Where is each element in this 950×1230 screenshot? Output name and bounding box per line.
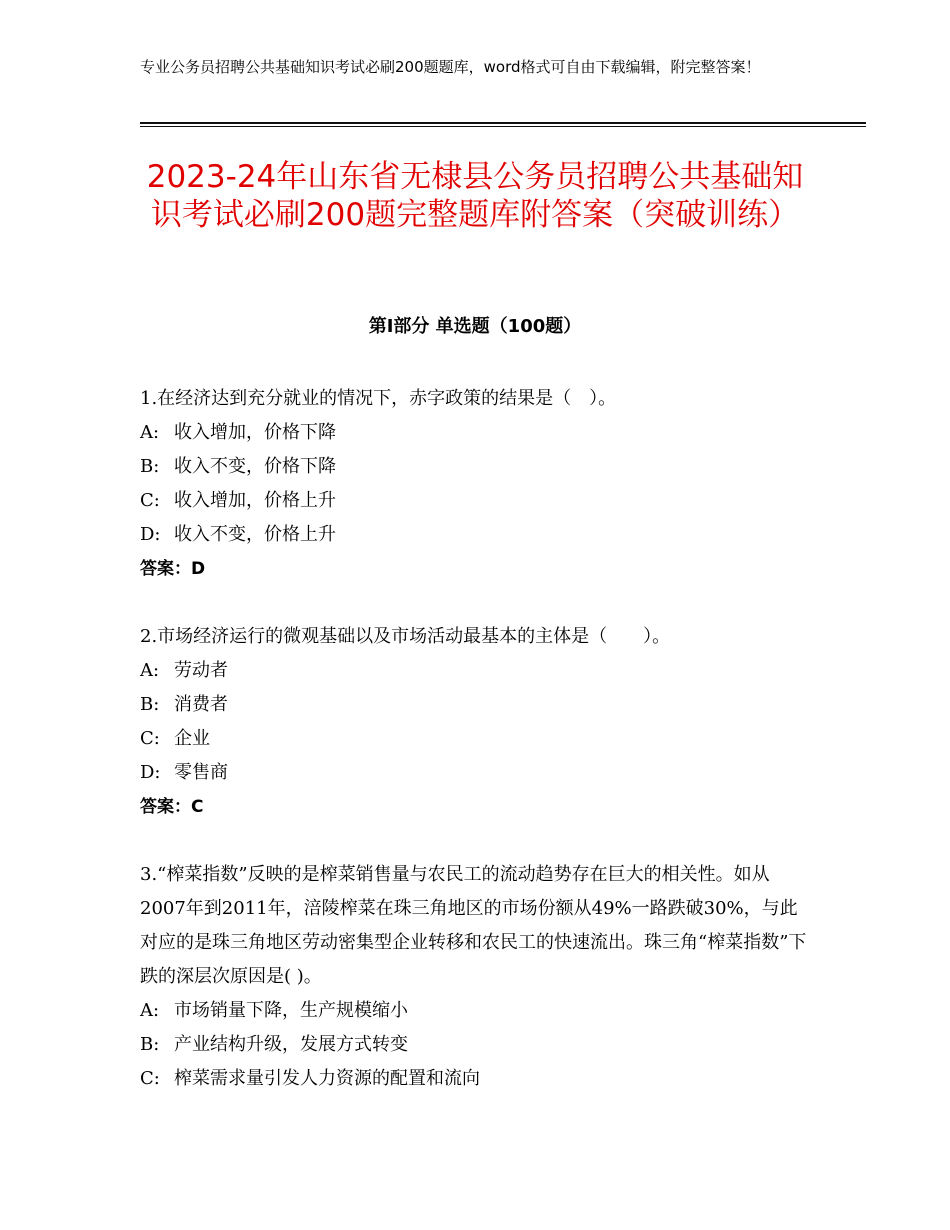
option-text: 劳动者 (174, 660, 228, 681)
option-text: 产业结构升级，发展方式转变 (174, 1034, 408, 1055)
option-text: 收入不变，价格下降 (174, 456, 336, 477)
option-key: A: (140, 422, 160, 443)
header-note: 专业公务员招聘公共基础知识考试必刷200题题库，word格式可自由下载编辑，附完整答案！ (140, 58, 761, 76)
question-stem: 1.在经济达到充分就业的情况下，赤字政策的结果是（ ）。 (140, 388, 617, 409)
option-text: 收入增加，价格上升 (174, 490, 336, 511)
answer-value: C (191, 797, 204, 817)
option-text: 消费者 (174, 694, 228, 715)
option-text: 企业 (174, 728, 210, 749)
question-list (140, 382, 810, 1130)
option-c (140, 722, 810, 756)
answer-line (140, 790, 810, 824)
question-2 (140, 620, 810, 824)
option-key: D: (140, 762, 161, 783)
section-heading: 第Ⅰ部分 单选题（100题） (368, 316, 582, 337)
option-b (140, 450, 810, 484)
option-a (140, 654, 810, 688)
answer-line (140, 552, 810, 586)
option-key: C: (140, 1068, 160, 1089)
option-key: C: (140, 490, 160, 511)
option-c (140, 484, 810, 518)
option-key: A: (140, 660, 160, 681)
option-text: 收入增加，价格下降 (174, 422, 336, 443)
answer-value: D (191, 559, 206, 579)
option-text: 榨菜需求量引发人力资源的配置和流向 (174, 1068, 480, 1089)
header-rule-thick (140, 122, 866, 124)
option-c (140, 1062, 810, 1096)
question-3 (140, 858, 810, 1096)
question-1 (140, 382, 810, 586)
option-key: B: (140, 456, 160, 477)
answer-label: 答案： (140, 559, 191, 579)
option-a (140, 416, 810, 450)
document-title: 2023-24年山东省无棣县公务员招聘公共基础知识考试必刷200题完整题库附答案（突破训练） (146, 159, 804, 233)
option-key: C: (140, 728, 160, 749)
header-rule-thin (140, 126, 866, 127)
option-b (140, 1028, 810, 1062)
option-b (140, 688, 810, 722)
option-a (140, 994, 810, 1028)
answer-label: 答案： (140, 797, 191, 817)
option-key: D: (140, 524, 161, 545)
option-key: A: (140, 1000, 160, 1021)
option-key: B: (140, 694, 160, 715)
option-text: 收入不变，价格上升 (174, 524, 336, 545)
option-d (140, 518, 810, 552)
option-text: 市场销量下降，生产规模缩小 (174, 1000, 408, 1021)
option-d (140, 756, 810, 790)
question-stem: 2.市场经济运行的微观基础以及市场活动最基本的主体是（ ）。 (140, 626, 671, 647)
question-stem: 3.“榨菜指数”反映的是榨菜销售量与农民工的流动趋势存在巨大的相关性。如从2007年到2011年，涪陵榨菜在珠三角地区的市场份额从49%一路跌破30%，与此对应的是珠三角地区劳动密集型企业转移和农民工的快速流出。珠三角“榨菜指数”下跌的深层次原因是( )。 (140, 864, 807, 987)
option-key: B: (140, 1034, 160, 1055)
option-text: 零售商 (174, 762, 228, 783)
